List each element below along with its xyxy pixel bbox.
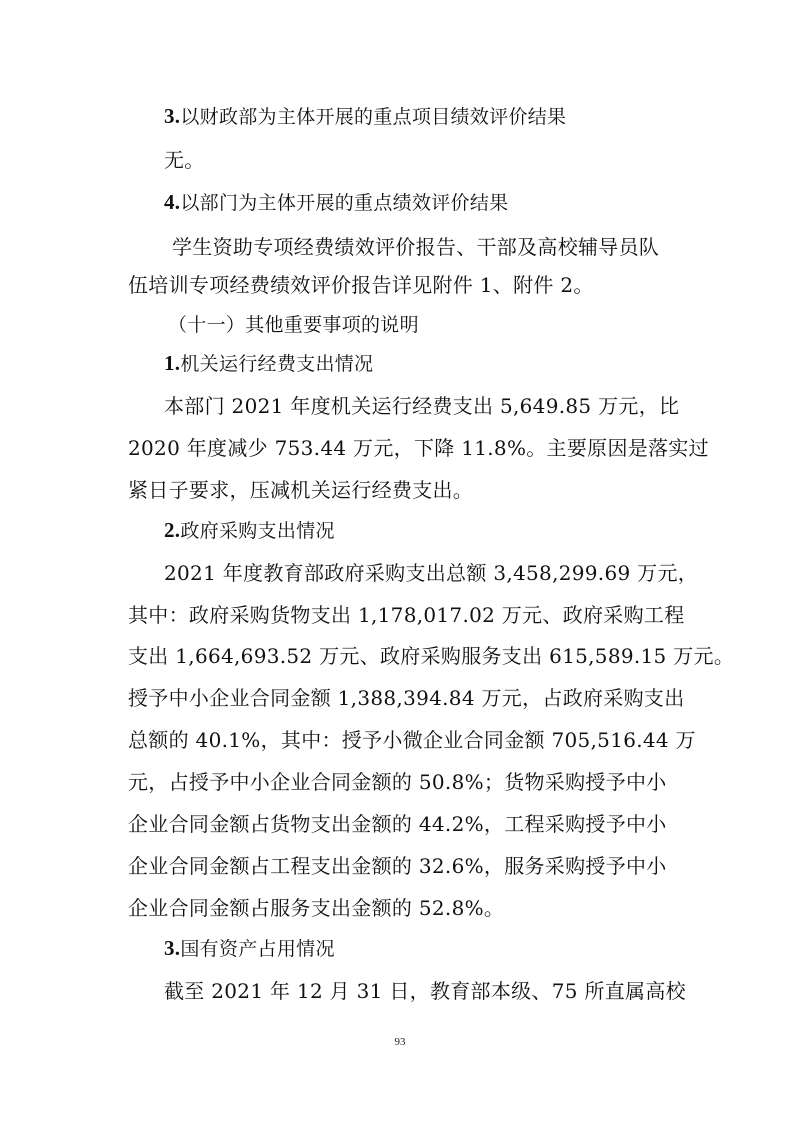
paragraph-line: 元，占授予中小企业合同金额的 50.8%；货物采购授予中小 [128,770,667,794]
item-heading-text: 以部门为主体开展的重点绩效评价结果 [180,192,509,214]
paragraph-line: 伍培训专项经费绩效评价报告详见附件 1、附件 2。 [128,273,594,297]
paragraph-line: 企业合同金额占工程支出金额的 32.6%，服务采购授予中小 [128,854,667,878]
paragraph-line: 2021 年度教育部政府采购支出总额 3,458,299.69 万元， [164,561,699,585]
item-number: 1. [164,351,181,375]
page-number: 93 [394,1036,406,1048]
paragraph-line: 截至 2021 年 12 月 31 日，教育部本级、75 所直属高校 [164,979,686,1003]
item-number: 2. [164,518,181,542]
item-heading-text: 以财政部为主体开展的重点项目绩效评价结果 [180,106,567,128]
paragraph-line: 授予中小企业合同金额 1,388,394.84 万元，占政府采购支出 [128,686,685,710]
item-heading-4 [164,188,508,217]
item-number: 3. [164,936,181,960]
item-heading-text: 国有资产占用情况 [180,938,335,960]
item-heading-text: 机关运行经费支出情况 [180,353,374,375]
paragraph-line: 总额的 40.1%，其中：授予小微企业合同金额 705,516.44 万 [128,728,696,752]
paragraph-line: 紧日子要求，压减机关运行经费支出。 [128,478,474,502]
paragraph-line: 其中：政府采购货物支出 1,178,017.02 万元、政府采购工程 [128,603,685,627]
item-heading-3 [164,102,566,131]
item-heading-2 [164,516,335,545]
item-heading-text: 政府采购支出情况 [180,520,335,542]
section-heading: （十一）其他重要事项的说明 [168,314,419,336]
item-heading-3b [164,934,335,963]
item-number: 3. [164,104,181,128]
item-heading-1 [164,349,373,378]
paragraph-line: 无。 [164,148,205,172]
paragraph-line: 2020 年度减少 753.44 万元，下降 11.8%。主要原因是落实过 [128,436,709,460]
paragraph-line: 企业合同金额占货物支出金额的 44.2%，工程采购授予中小 [128,812,667,836]
paragraph-line: 支出 1,664,693.52 万元、政府采购服务支出 615,589.15 万元。 [128,644,735,668]
paragraph-line: 学生资助专项经费绩效评价报告、干部及高校辅导员队 [172,235,660,259]
paragraph-line: 本部门 2021 年度机关运行经费支出 5,649.85 万元，比 [164,394,680,418]
paragraph-line: 企业合同金额占服务支出金额的 52.8%。 [128,896,505,920]
item-number: 4. [164,190,181,214]
